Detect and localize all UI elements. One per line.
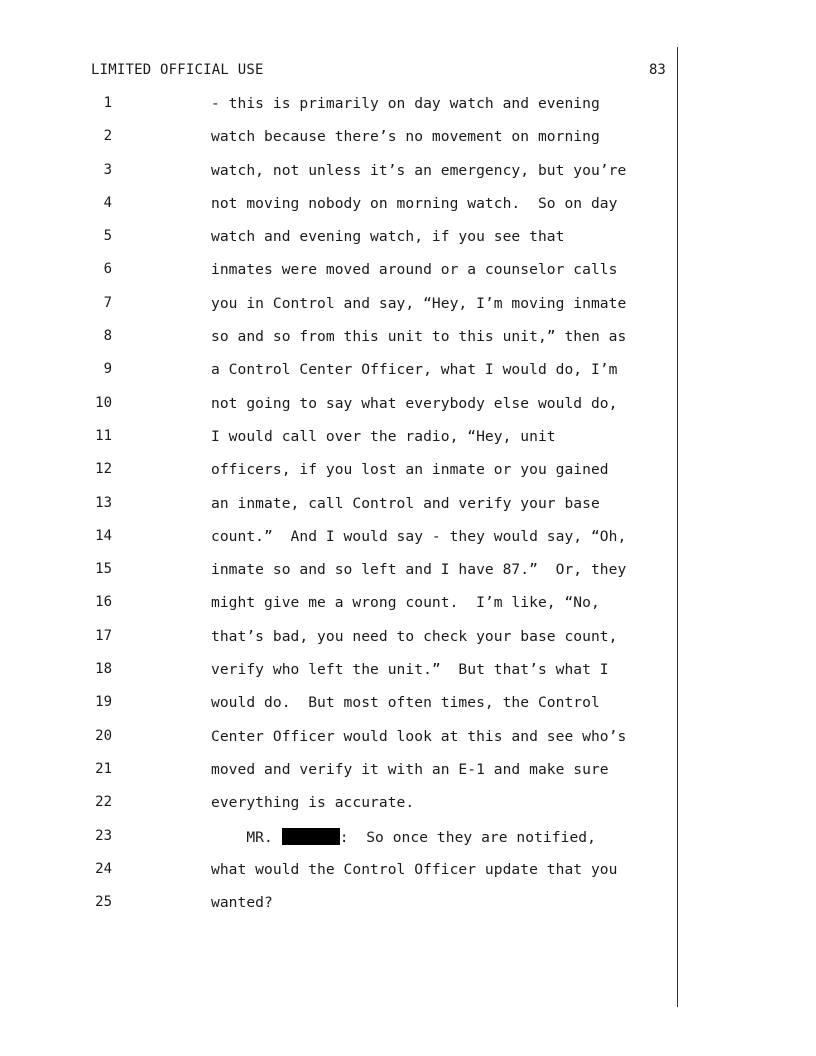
line-text: inmates were moved around or a counselor calls [211,261,618,279]
line-number: 17 [95,627,112,644]
line-number: 3 [103,161,112,178]
line-number: 8 [103,328,112,345]
line-text: an inmate, call Control and verify your base [211,494,600,512]
transcript-line [0,526,816,559]
line-number: 1 [103,95,112,111]
line-text: officers, if you lost an inmate or you gained [211,461,609,479]
line-number: 14 [95,527,112,544]
transcript-line [0,826,816,859]
line-text: watch because there’s no movement on morning [211,128,600,146]
transcript-line [0,859,816,892]
transcript-line [0,293,816,326]
transcript-line [0,259,816,292]
transcript-line [0,393,816,426]
transcript-line [0,160,816,193]
classification-header: LIMITED OFFICIAL USE [91,62,264,78]
transcript-line [0,126,816,159]
line-text: Center Officer would look at this and see who’s [211,727,627,745]
line-text: inmate so and so left and I have 87.” Or, they [211,561,627,579]
transcript-line [0,892,816,925]
line-number: 25 [95,894,112,911]
line-text: moved and verify it with an E-1 and make sure [211,760,609,778]
transcript-line [0,559,816,592]
transcript-line [0,93,816,126]
line-text: I would call over the radio, “Hey, unit [211,427,556,445]
page-number: 83 [649,62,666,78]
transcript-line [0,792,816,825]
transcript-line [0,759,816,792]
line-text: count.” And I would say - they would say, “Oh, [211,527,627,545]
line-number: 23 [95,827,112,844]
line-number: 19 [95,694,112,711]
line-text: that’s bad, you need to check your base count, [211,627,618,645]
speaker-line [211,828,596,846]
line-text: might give me a wrong count. I’m like, “No, [211,594,600,612]
line-text: what would the Control Officer update that you [211,860,618,878]
line-number: 22 [95,794,112,811]
transcript-line [0,359,816,392]
transcript-line [0,692,816,725]
line-text: a Control Center Officer, what I would do, I’m [211,361,618,379]
line-number: 11 [95,427,112,444]
line-text: watch and evening watch, if you see that [211,228,565,246]
line-number: 6 [103,261,112,278]
line-number: 4 [103,194,112,211]
redaction-block [282,828,340,845]
line-number: 2 [103,128,112,145]
line-number: 16 [95,594,112,611]
line-text: watch, not unless it’s an emergency, but you’re [211,161,627,179]
line-number: 24 [95,860,112,877]
transcript-line [0,226,816,259]
line-text: everything is accurate. [211,794,415,812]
transcript-line [0,326,816,359]
transcript-line [0,493,816,526]
line-text: : So once they are notified, [339,828,596,846]
line-number: 21 [95,760,112,777]
line-number: 12 [95,461,112,478]
line-text: - this is primarily on day watch and evening [211,95,600,112]
transcript-line [0,726,816,759]
transcript-line [0,426,816,459]
transcript-line [0,659,816,692]
transcript-line [0,193,816,226]
transcript-line [0,459,816,492]
line-number: 10 [95,394,112,411]
line-text: you in Control and say, “Hey, I’m moving inmate [211,294,627,312]
speaker-prefix: MR. [211,828,282,846]
line-text: not going to say what everybody else would do, [211,394,618,412]
line-number: 9 [103,361,112,378]
line-number: 13 [95,494,112,511]
line-text: so and so from this unit to this unit,” then as [211,328,627,346]
transcript-line [0,592,816,625]
line-number: 18 [95,661,112,678]
line-number: 20 [95,727,112,744]
transcript-lines [0,93,816,925]
line-number: 15 [95,561,112,578]
line-number: 7 [103,294,112,311]
line-text: not moving nobody on morning watch. So on day [211,194,618,212]
transcript-line [0,626,816,659]
line-number: 5 [103,228,112,245]
line-text: wanted? [211,894,273,912]
line-text: would do. But most often times, the Control [211,694,600,712]
line-text: verify who left the unit.” But that’s what I [211,661,609,679]
